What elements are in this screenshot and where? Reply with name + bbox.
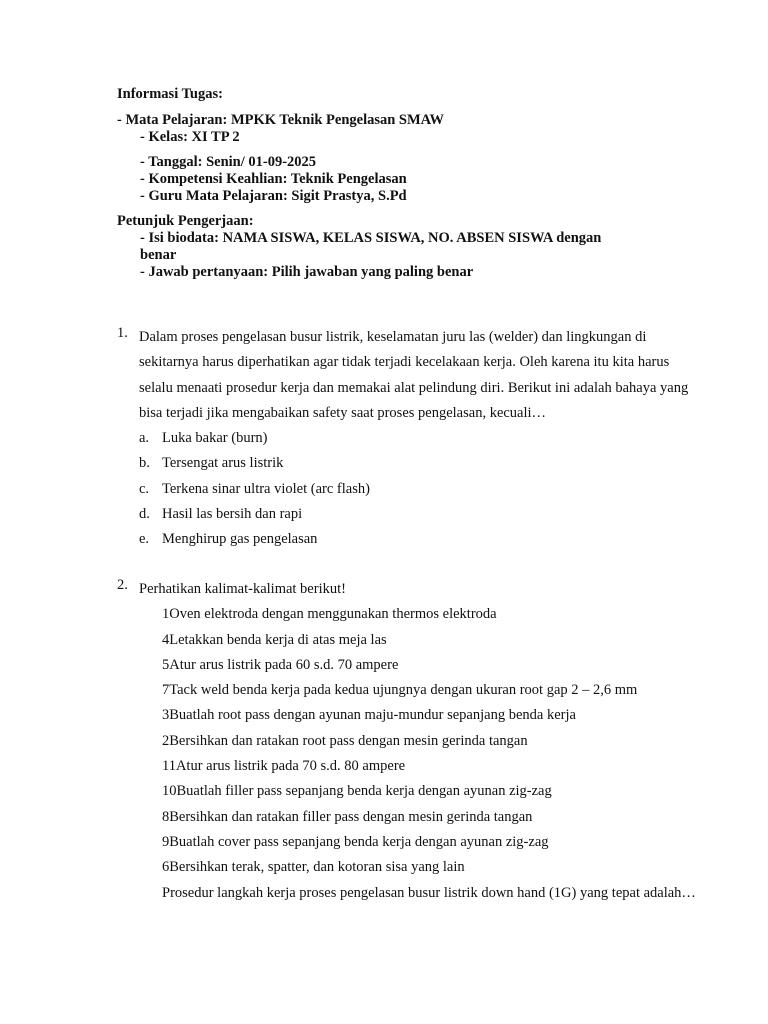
question-stem: Perhatikan kalimat-kalimat berikut! [139,581,346,597]
procedure-step: 11Atur arus listrik pada 70 s.d. 80 ampere [162,758,406,775]
question-2 [117,577,697,906]
info-teacher: - Guru Mata Pelajaran: Sigit Prastya, S.Pd [140,188,407,204]
option-letter: a. [139,430,150,447]
procedure-step: 6Bersihkan terak, spatter, dan kotoran sisa yang lain [162,859,465,876]
answer-options [139,426,697,552]
procedure-step: 2Bersihkan dan ratakan root pass dengan mesin gerinda tangan [162,732,528,749]
procedure-step: 5Atur arus listrik pada 60 s.d. 70 ampere [162,656,399,673]
option-a[interactable] [139,426,697,451]
procedure-steps [162,602,697,880]
instruction-biodata: - Isi biodata: NAMA SISWA, KELAS SISWA, NO. ABSEN SISWA dengan [140,230,602,246]
question-stem: Dalam proses pengelasan busur listrik, keselamatan juru las (welder) dan lingkungan di sekitarnya harus diperhatikan agar tidak terjadi kecelakaan kerja. Oleh karena itu kita harus selalu menaati prosedur kerja dan memakai alat pelindung diri. Berikut ini adalah bahaya yang bisa terjadi jika mengabaikan safety saat proses pengelasan, kecuali… [139,329,689,421]
info-competence: - Kompetensi Keahlian: Teknik Pengelasan [140,171,407,187]
instructions-heading: Petunjuk Pengerjaan: [117,213,254,229]
option-e[interactable] [139,527,697,552]
option-text: Hasil las bersih dan rapi [162,506,303,523]
instruction-answer: - Jawab pertanyaan: Pilih jawaban yang paling benar [140,264,474,280]
option-c[interactable] [139,477,697,502]
option-letter: b. [139,455,150,472]
option-text: Tersengat arus listrik [162,455,284,472]
procedure-step: 10Buatlah filler pass sepanjang benda kerja dengan ayunan zig-zag [162,783,552,800]
procedure-step: 4Letakkan benda kerja di atas meja las [162,631,387,648]
option-letter: e. [139,531,150,548]
info-heading: Informasi Tugas: [117,86,223,102]
question-number: 1. [117,325,128,341]
task-info-block [117,86,677,281]
question-number: 2. [117,577,128,593]
info-date: - Tanggal: Senin/ 01-09-2025 [140,154,317,170]
procedure-step: 3Buatlah root pass dengan ayunan maju-mundur sepanjang benda kerja [162,707,576,724]
option-text: Terkena sinar ultra violet (arc flash) [162,480,370,497]
info-class: - Kelas: XI TP 2 [140,129,240,145]
question-1 [117,325,697,553]
procedure-step: 9Buatlah cover pass sepanjang benda kerja dengan ayunan zig-zag [162,833,549,850]
procedure-step: 7Tack weld benda kerja pada kedua ujungnya dengan ukuran root gap 2 – 2,6 mm [162,682,638,699]
info-subject: - Mata Pelajaran: MPKK Teknik Pengelasan SMAW [117,112,445,128]
procedure-step: 1Oven elektroda dengan menggunakan thermos elektroda [162,606,497,623]
option-text: Luka bakar (burn) [162,430,268,447]
option-letter: c. [139,480,150,497]
question-prompt: Prosedur langkah kerja proses pengelasan busur listrik down hand (1G) yang tepat adalah… [162,884,696,901]
option-text: Menghirup gas pengelasan [162,531,318,548]
instruction-biodata-cont: benar [140,247,177,263]
option-b[interactable] [139,451,697,476]
option-letter: d. [139,506,150,523]
option-d[interactable] [139,502,697,527]
procedure-step: 8Bersihkan dan ratakan filler pass dengan mesin gerinda tangan [162,808,533,825]
